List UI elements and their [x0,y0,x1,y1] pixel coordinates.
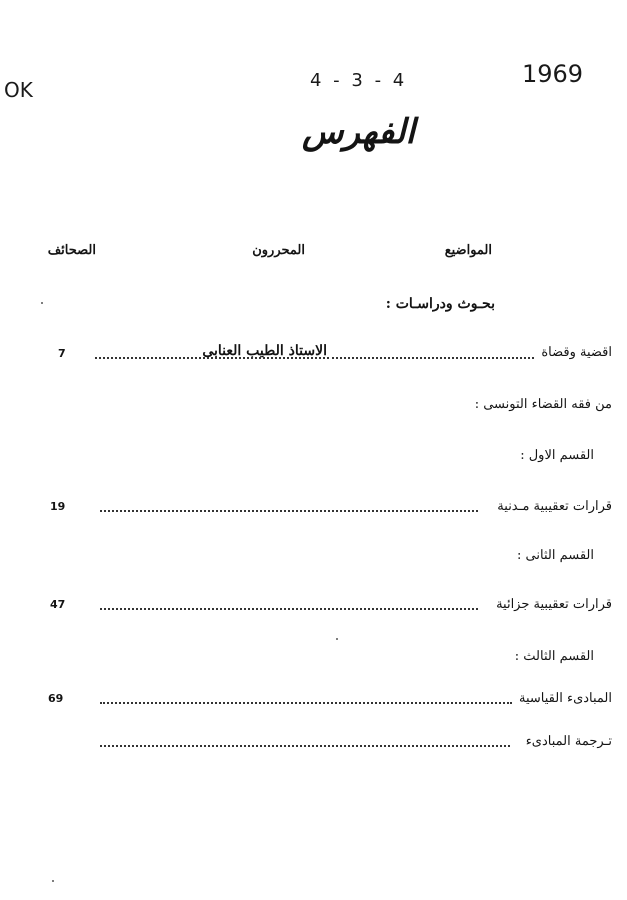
part-3-title: القسم الثالث : [514,649,594,664]
entry-topic-5: تـرجمة المبادىء [525,734,612,749]
scan-speck [52,880,54,882]
entry-page-3: 47 [50,598,66,611]
leader-dots-author-1 [95,357,325,359]
page-title: الفهرس [302,112,415,152]
scan-speck [336,638,338,640]
entry-page-4: 69 [48,692,64,705]
ok-handwritten-mark: OK [4,78,33,102]
scan-speck [41,302,43,304]
part-2-title: القسم الثانى : [517,548,594,563]
entry-topic-4: المبادىء القياسية [519,691,612,706]
section-research-title: بحـوث ودراسـات : [385,296,495,312]
entry-author-1: الاستاذ الطيب العنابى [202,343,327,359]
leader-dots-3 [100,608,478,610]
entry-topic-3: قرارات تعقيبية جزائية [496,597,612,612]
reference-handwritten-note: 4 - 3 - 4 [310,70,408,91]
header-pages: الصحائف [47,243,96,258]
leader-dots-4 [100,702,512,704]
part-1-title: القسم الاول : [520,448,594,463]
header-editors: المحررون [252,243,305,258]
entry-page-2: 19 [50,500,66,513]
section-tunisian-jurisprudence: من فقه القضاء التونسى : [474,397,612,412]
leader-dots-topic-1 [327,357,534,359]
entry-page-1: 7 [58,347,66,360]
entry-topic-1: اقضية وقضاة [541,345,612,360]
leader-dots-5 [100,745,510,747]
entry-topic-2: قرارات تعقيبية مـدنية [497,499,612,514]
year-handwritten-note: 1969 [522,60,584,88]
leader-dots-2 [100,510,478,512]
header-topics: المواضيع [444,243,492,258]
